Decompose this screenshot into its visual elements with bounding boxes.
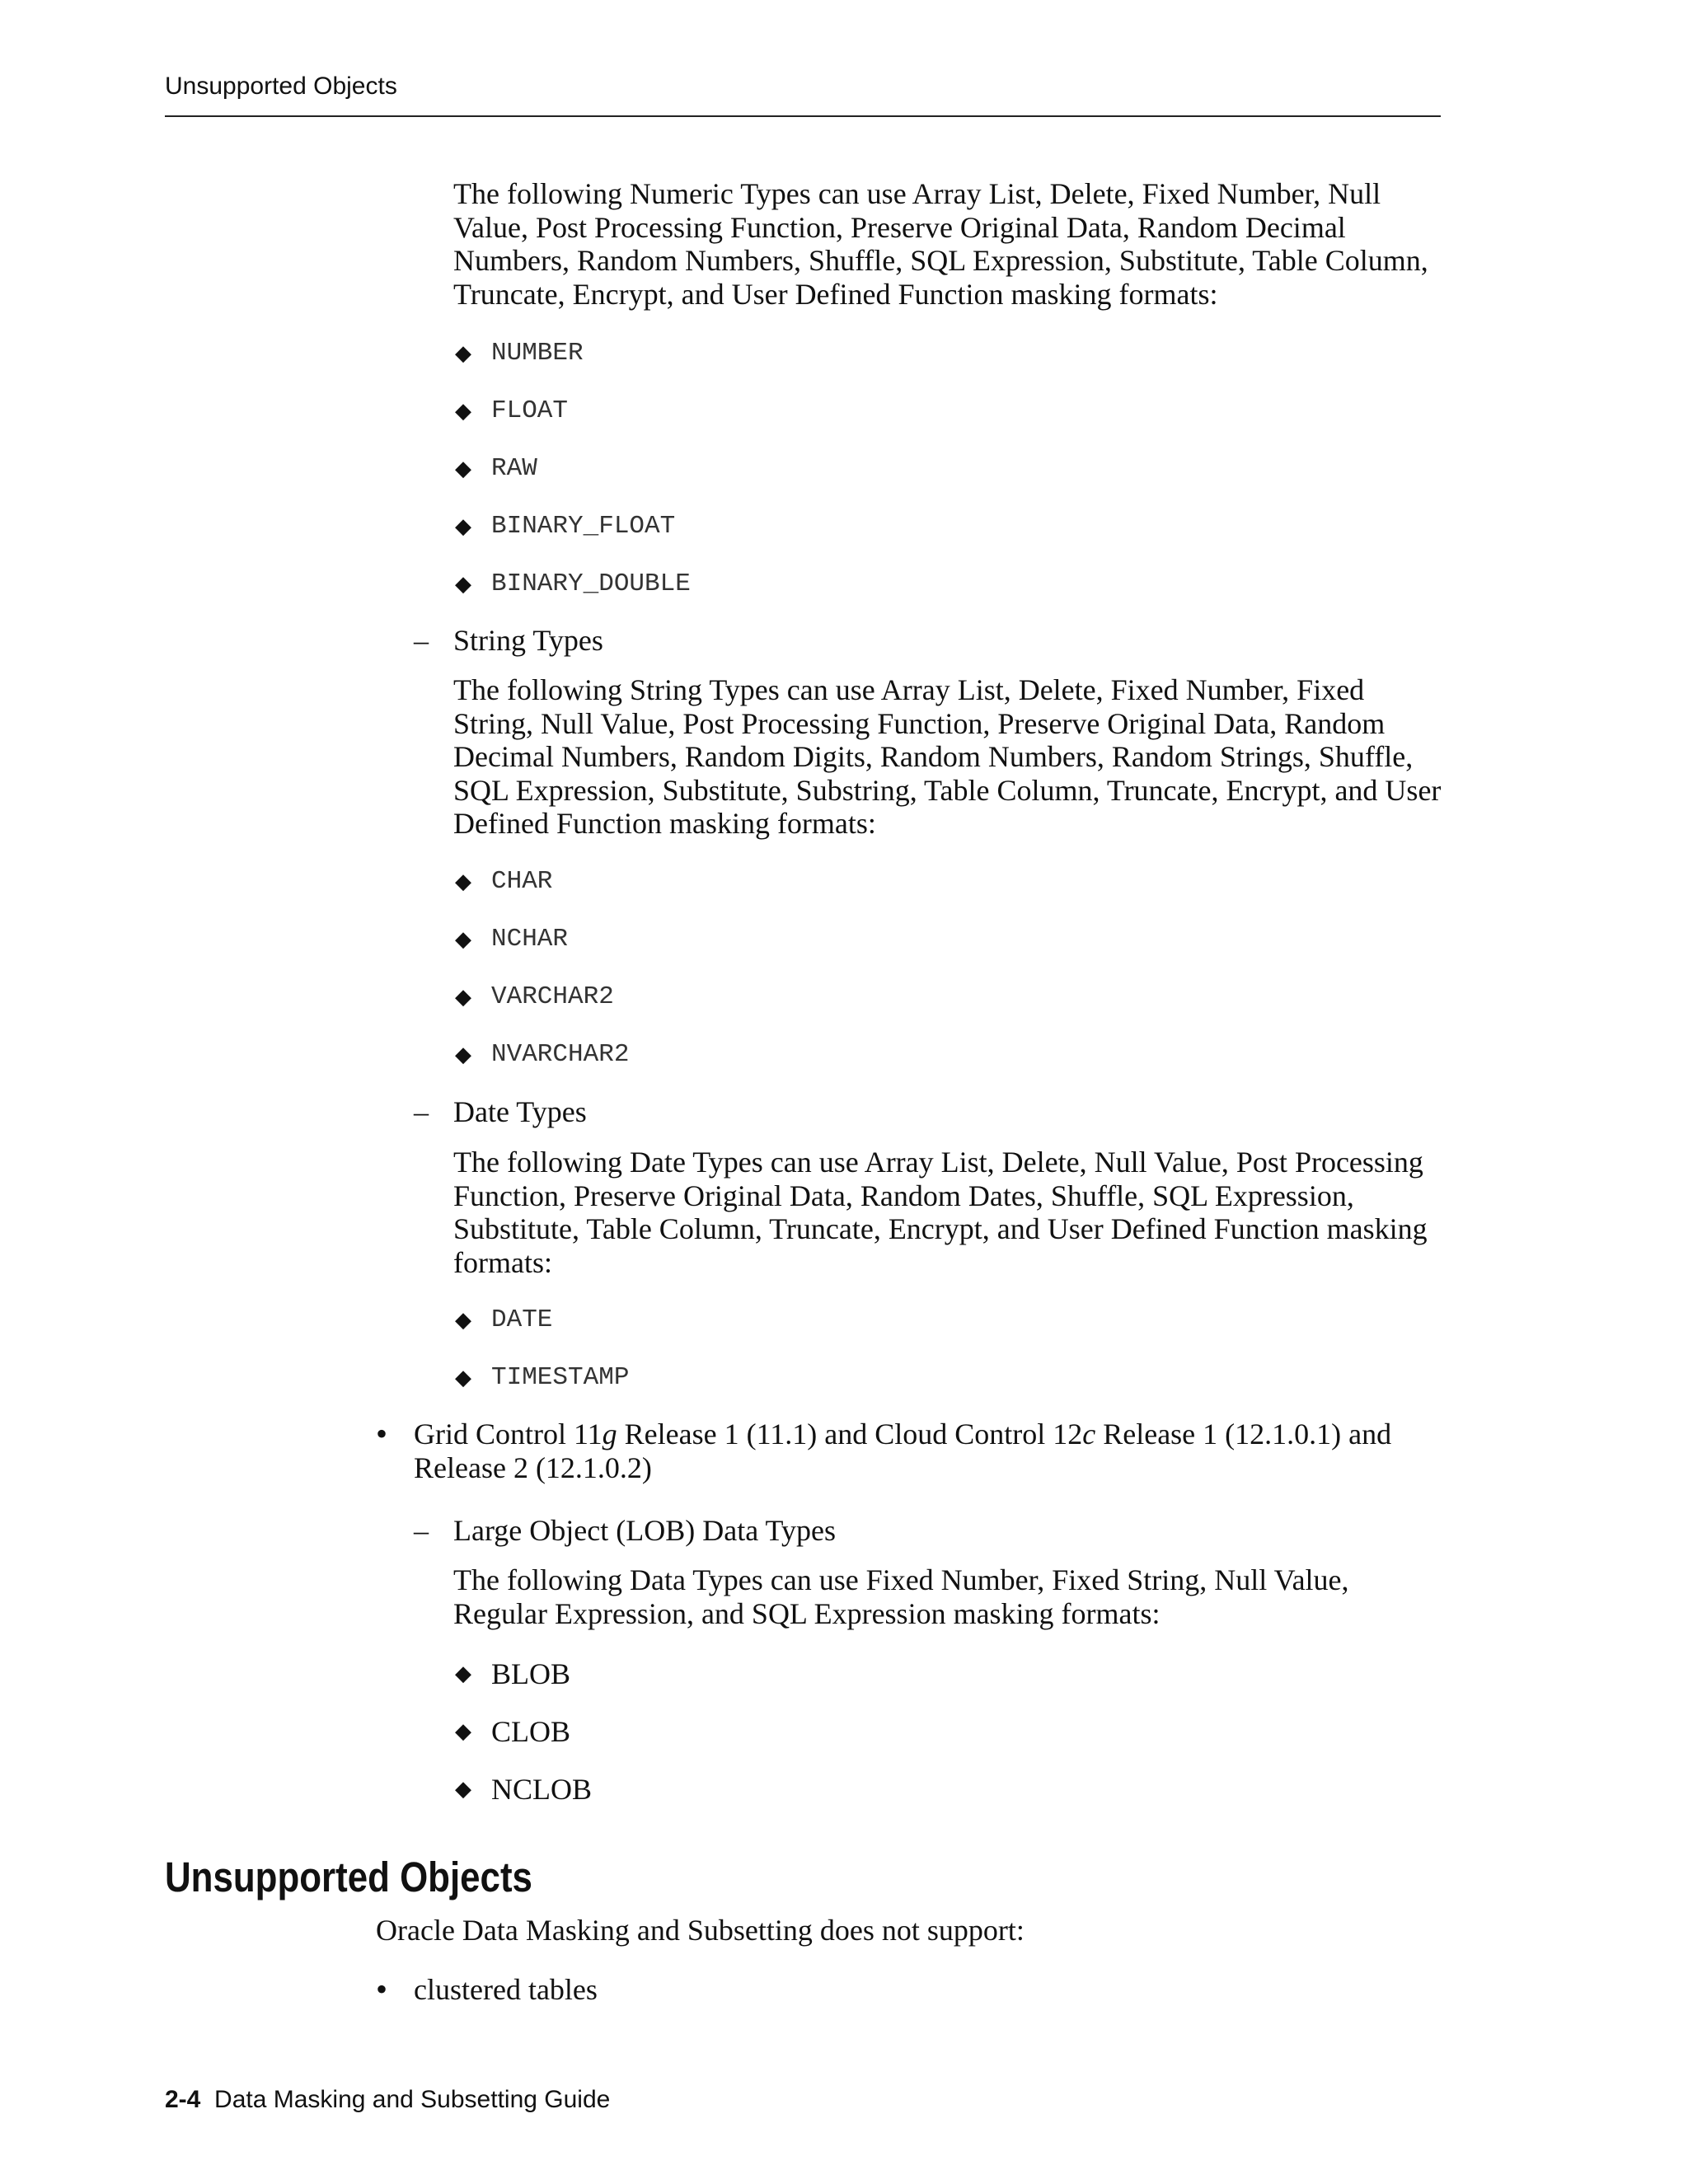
running-header: Unsupported Objects	[165, 73, 397, 100]
numeric-type-item: BINARY_DOUBLE	[491, 569, 691, 598]
diamond-bullet-icon: ◆	[455, 1719, 471, 1743]
diamond-bullet-icon: ◆	[455, 927, 471, 951]
dash-bullet-icon: –	[414, 1514, 429, 1547]
numeric-type-item: FLOAT	[491, 396, 569, 425]
release-versions-text: Grid Control 11g Release 1 (11.1) and Cloud Control 12c Release 1 (12.1.0.1) and Release 2 (12.1.0.2)	[414, 1418, 1392, 1484]
string-type-item: VARCHAR2	[491, 982, 614, 1011]
diamond-bullet-icon: ◆	[455, 985, 471, 1009]
lob-type-item: NCLOB	[491, 1773, 593, 1806]
lob-types-intro: The following Data Types can use Fixed Number, Fixed String, Null Value, Regular Expression, and SQL Expression masking formats:	[453, 1563, 1349, 1630]
dash-bullet-icon: –	[414, 1095, 429, 1128]
header-rule	[165, 115, 1441, 117]
diamond-bullet-icon: ◆	[455, 572, 471, 596]
page-footer	[165, 2086, 610, 2114]
diamond-bullet-icon: ◆	[455, 1043, 471, 1066]
numeric-type-item: RAW	[491, 454, 537, 483]
round-bullet-icon: •	[376, 1971, 388, 2008]
page-number: 2-4	[165, 2086, 201, 2113]
string-types-intro: The following String Types can use Array List, Delete, Fixed Number, Fixed String, Null Value, Post Processing Function, Preserve Original Data, Random Decimal Numbers, Random Digits, Random Numbers, Random Strings, Shuffle, SQL Expression, Substitute, Substring, Table Column, Truncate, Encrypt, and User Defined Function masking formats:	[453, 673, 1442, 840]
diamond-bullet-icon: ◆	[455, 869, 471, 893]
section-heading: Unsupported Objects	[165, 1854, 532, 1900]
section-intro: Oracle Data Masking and Subsetting does not support:	[376, 1914, 1025, 1947]
lob-type-item: BLOB	[491, 1657, 571, 1690]
round-bullet-icon: •	[376, 1415, 388, 1452]
numeric-types-intro: The following Numeric Types can use Array List, Delete, Fixed Number, Null Value, Post Processing Function, Preserve Original Data, Random Decimal Numbers, Random Numbers, Shuffle, SQL Expression, Substitute, Table Column, Truncate, Encrypt, and User Defined Function masking formats:	[453, 177, 1428, 311]
numeric-type-item: BINARY_FLOAT	[491, 512, 676, 541]
unsupported-item: clustered tables	[414, 1973, 598, 2006]
date-type-item: TIMESTAMP	[491, 1363, 630, 1392]
diamond-bullet-icon: ◆	[455, 1366, 471, 1390]
diamond-bullet-icon: ◆	[455, 1308, 471, 1332]
numeric-type-item: NUMBER	[491, 339, 584, 368]
lob-type-item: CLOB	[491, 1715, 571, 1748]
diamond-bullet-icon: ◆	[455, 514, 471, 538]
string-type-item: CHAR	[491, 867, 553, 896]
book-title: Data Masking and Subsetting Guide	[214, 2086, 611, 2113]
diamond-bullet-icon: ◆	[455, 457, 471, 480]
diamond-bullet-icon: ◆	[455, 1661, 471, 1685]
date-types-heading: Date Types	[453, 1095, 587, 1128]
string-type-item: NCHAR	[491, 925, 569, 954]
date-types-intro: The following Date Types can use Array List, Delete, Null Value, Post Processing Function, Preserve Original Data, Random Dates, Shuffle, SQL Expression, Substitute, Table Column, Truncate, Encrypt, and User Defined Function masking formats:	[453, 1146, 1428, 1279]
diamond-bullet-icon: ◆	[455, 399, 471, 423]
diamond-bullet-icon: ◆	[455, 1777, 471, 1801]
dash-bullet-icon: –	[414, 624, 429, 657]
diamond-bullet-icon: ◆	[455, 341, 471, 365]
string-type-item: NVARCHAR2	[491, 1040, 630, 1069]
string-types-heading: String Types	[453, 624, 603, 657]
date-type-item: DATE	[491, 1305, 553, 1334]
lob-types-heading: Large Object (LOB) Data Types	[453, 1514, 836, 1547]
